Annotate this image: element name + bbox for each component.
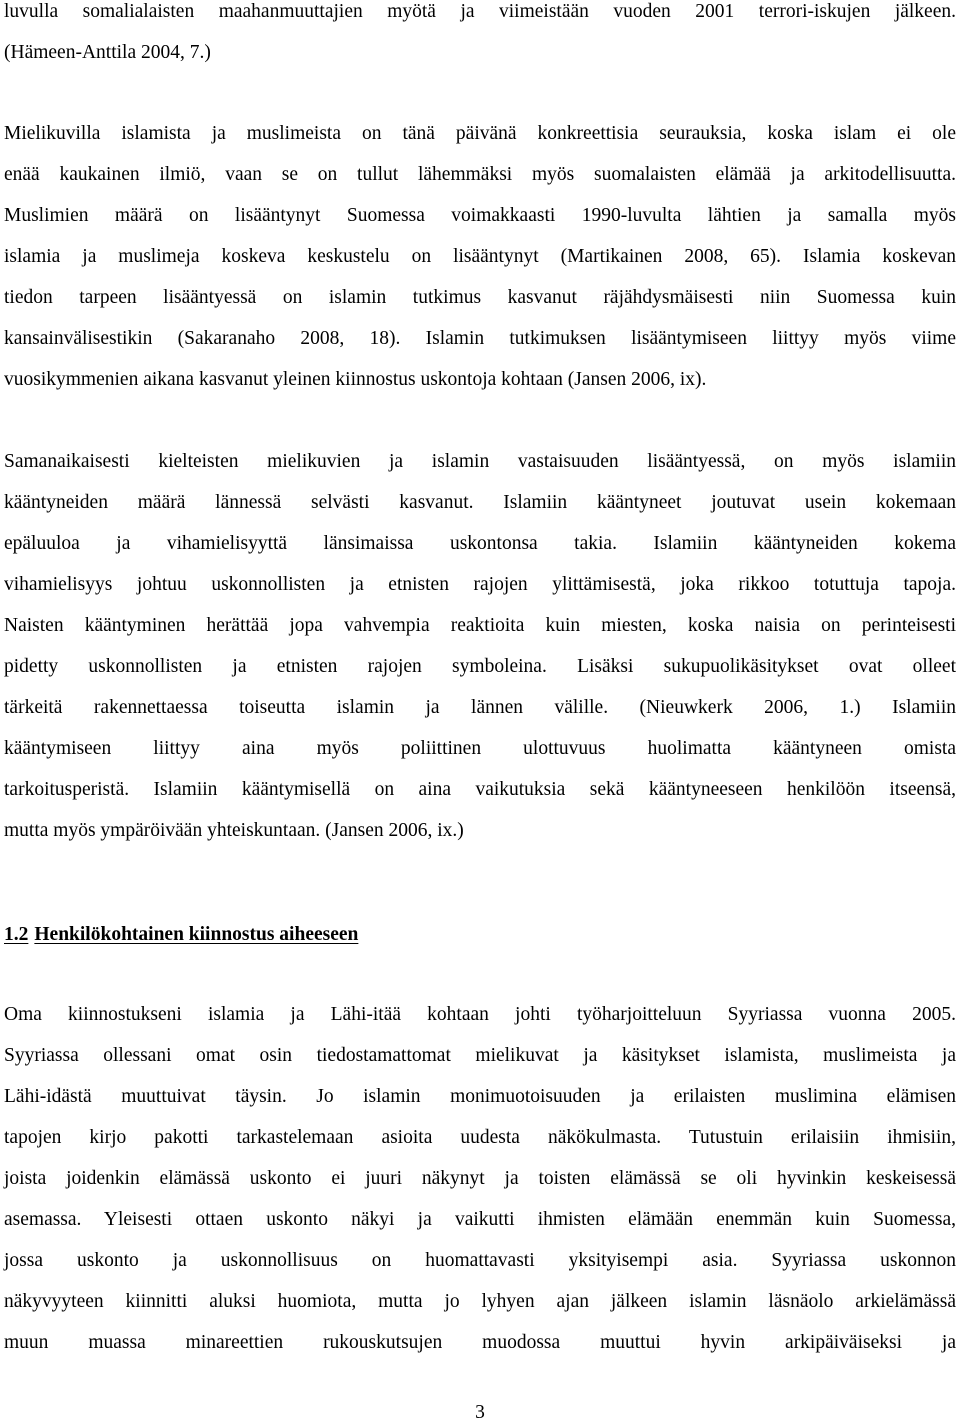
body-line: Mielikuvilla islamista ja muslimeista on tänä päivänä konkreettisia seurauksia, koska islam ei ole [4,123,956,144]
body-line: tapojen kirjo pakotti tarkastelemaan asioita uudesta näkökulmasta. Tutustuin erilaisiin ihmisiin, [4,1127,956,1148]
body-line: jossa uskonto ja uskonnollisuus on huomattavasti yksityisempi asia. Syyriassa uskonnon [4,1250,956,1271]
body-line: muun muassa minareettien rukouskutsujen muodossa muuttui hyvin arkipäiväiseksi ja [4,1332,956,1353]
body-line: Naisten kääntyminen herättää jopa vahvempia reaktioita kuin miesten, koska naisia on perinteisesti [4,615,956,636]
section-heading [4,922,358,948]
body-line: luvulla somalialaisten maahanmuuttajien myötä ja viimeistään vuoden 2001 terrori-iskujen jälkeen. [4,1,956,22]
body-line: Samanaikaisesti kielteisten mielikuvien ja islamin vastaisuuden lisääntyessä, on myös islamiin [4,451,956,472]
body-line: Oma kiinnostukseni islamia ja Lähi-itää kohtaan johti työharjoitteluun Syyriassa vuonna 2005. [4,1004,956,1025]
body-line: pidetty uskonnollisten ja etnisten rajojen symboleina. Lisäksi sukupuolikäsitykset ovat olleet [4,656,956,677]
body-line: näkyvyyteen kiinnitti aluksi huomiota, mutta jo lyhyen ajan jälkeen islamin läsnäolo arkielämässä [4,1291,956,1312]
body-line: tarkoitusperistä. Islamiin kääntymisellä on aina vaikutuksia sekä kääntyneeseen henkilöön itseensä, [4,779,956,800]
body-line: islamia ja muslimeja koskeva keskustelu on lisääntynyt (Martikainen 2008, 65). Islamia koskevan [4,246,956,267]
body-line: joista joidenkin elämässä uskonto ei juuri näkynyt ja toisten elämässä se oli hyvinkin keskeisessä [4,1168,956,1189]
body-line: Syyriassa ollessani omat osin tiedostamattomat mielikuvat ja käsitykset islamista, muslimeista ja [4,1045,956,1066]
section-number: 1.2 [4,924,29,945]
body-line: vihamielisyys johtuu uskonnollisten ja etnisten rajojen ylittämisestä, joka rikkoo totuttuja tapoja. [4,574,956,595]
body-line: asemassa. Yleisesti ottaen uskonto näkyi ja vaikutti ihmisten elämään enemmän kuin Suomessa, [4,1209,956,1230]
body-line: Muslimien määrä on lisääntynyt Suomessa voimakkaasti 1990-luvulta lähtien ja samalla myös [4,205,956,226]
body-line: kääntymiseen liittyy aina myös poliittinen ulottuvuus huolimatta kääntyneen omista [4,738,956,759]
body-line: enää kaukainen ilmiö, vaan se on tullut lähemmäksi myös suomalaisten elämää ja arkitodellisuutta. [4,164,956,185]
body-line: Lähi-idästä muuttuivat täysin. Jo islamin monimuotoisuuden ja erilaisten muslimina elämisen [4,1086,956,1107]
body-line: kansainvälisestikin (Sakaranaho 2008, 18). Islamin tutkimuksen lisääntymiseen liittyy myös viime [4,328,956,349]
body-line: epäluuloa ja vihamielisyyttä länsimaissa uskontonsa takia. Islamiin kääntyneiden kokema [4,533,956,554]
body-line: vuosikymmenien aikana kasvanut yleinen kiinnostus uskontoja kohtaan (Jansen 2006, ix). [4,369,707,390]
body-line: tärkeitä rakennettaessa toiseutta islamin ja lännen välille. (Nieuwkerk 2006, 1.) Islamiin [4,697,956,718]
body-line: mutta myös ympäröivään yhteiskuntaan. (Jansen 2006, ix.) [4,820,464,841]
body-line: tiedon tarpeen lisääntyessä on islamin tutkimus kasvanut räjähdysmäisesti niin Suomessa kuin [4,287,956,308]
page-number: 3 [475,1402,485,1423]
section-title: Henkilökohtainen kiinnostus aiheeseen [34,924,359,945]
body-line: (Hämeen-Anttila 2004, 7.) [4,42,211,63]
body-line: kääntyneiden määrä lännessä selvästi kasvanut. Islamiin kääntyneet joutuvat usein kokemaan [4,492,956,513]
